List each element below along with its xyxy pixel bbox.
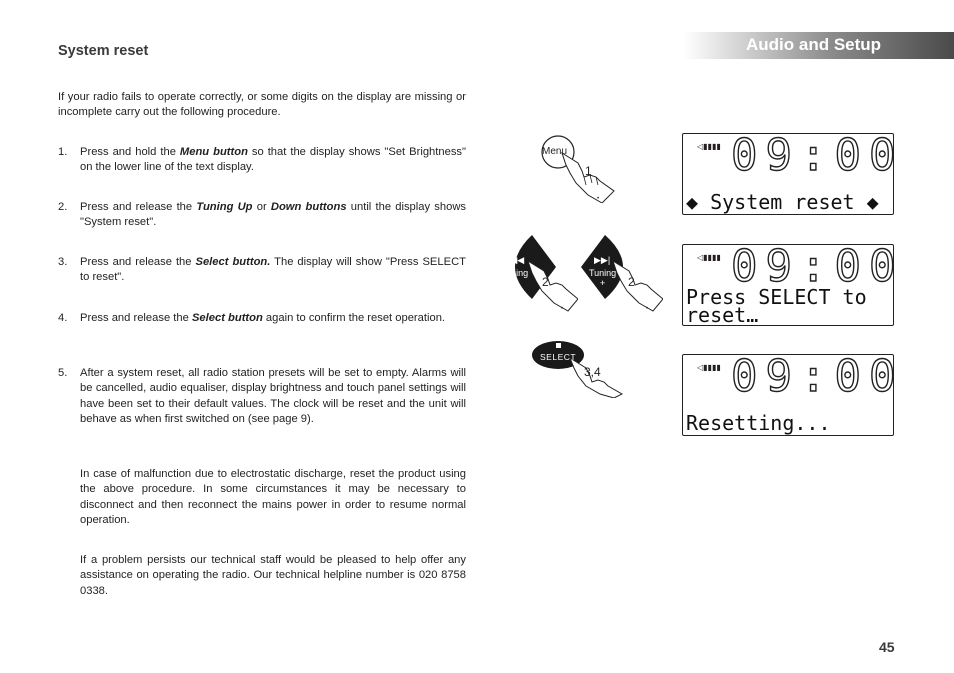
section-title: System reset bbox=[58, 43, 149, 59]
lcd-clock: 09:00 bbox=[731, 241, 904, 292]
volume-level-icon: ◁▮▮▮▮ bbox=[697, 253, 721, 262]
step-5-text: After a system reset, all radio station presets will be set to empty. Alarms will be cancelled, audio equaliser, display brightness and touch panel settings will have been set to their default values. The clock will be reset and the unit will behave as when first switched on (see page 9). bbox=[80, 367, 466, 425]
svg-text:•: • bbox=[561, 306, 564, 312]
step-number: 3. bbox=[58, 256, 68, 268]
lcd-display-resetting bbox=[682, 351, 904, 436]
lcd-clock: 09:00 bbox=[731, 130, 904, 181]
step-number: 5. bbox=[58, 367, 68, 379]
step-label-select: 3,4 bbox=[584, 365, 601, 379]
tuning-down-illustration bbox=[498, 233, 578, 313]
tuning-up-illustration bbox=[581, 233, 663, 313]
menu-button-illustration bbox=[538, 133, 618, 203]
step-1-text: Press and hold the Menu button so that the display shows "Set Brightness" on the lower line of the text display. bbox=[80, 146, 466, 174]
step-label-tuning-up: 2 bbox=[628, 275, 635, 289]
svg-text:▶▶|: ▶▶| bbox=[594, 255, 611, 265]
svg-text:•: • bbox=[597, 196, 600, 202]
menu-button-label: Menu bbox=[542, 146, 568, 157]
step-label-menu: 1 bbox=[585, 164, 592, 178]
lcd-display-press-select bbox=[682, 241, 904, 327]
svg-text:•: • bbox=[646, 306, 649, 312]
step-3-text: Press and release the Select button. The display will show "Press SELECT to reset". bbox=[80, 256, 466, 284]
step-label-tuning-down: 2 bbox=[542, 275, 549, 289]
step-number: 4. bbox=[58, 312, 68, 324]
tuning-up-label: Tuning bbox=[589, 268, 617, 278]
tuning-down-label: Tuning bbox=[501, 268, 529, 278]
step-4-text: Press and release the Select button again to confirm the reset operation. bbox=[80, 312, 446, 324]
lcd-text-line-2: reset… bbox=[686, 303, 759, 327]
lcd-clock: 09:00 bbox=[731, 351, 904, 402]
lcd-text-line-2: Resetting... bbox=[686, 411, 831, 435]
select-button-label: SELECT bbox=[540, 352, 577, 362]
step-number: 1. bbox=[58, 146, 68, 158]
intro-paragraph: If your radio fails to operate correctly, or some digits on the display are missing or incomplete carry out the following procedure. bbox=[58, 91, 466, 119]
volume-level-icon: ◁▮▮▮▮ bbox=[697, 363, 721, 372]
tuning-up-sign: + bbox=[600, 278, 606, 288]
chapter-header-bar bbox=[684, 32, 954, 59]
lcd-text-line-1: Press SELECT to bbox=[686, 285, 867, 309]
svg-text:|◀◀: |◀◀ bbox=[508, 255, 525, 265]
esd-note: In case of malfunction due to electrostatic discharge, reset the product using the above procedure. In some circumstances it may be necessary to disconnect and then reconnect the mains power in order to resume normal operation. bbox=[80, 468, 466, 526]
tuning-down-sign: - bbox=[514, 278, 517, 288]
select-button-icon bbox=[530, 338, 625, 398]
step-number: 2. bbox=[58, 201, 68, 213]
chapter-title: Audio and Setup bbox=[746, 35, 882, 54]
page-number: 45 bbox=[879, 639, 895, 655]
pointing-hand-icon bbox=[538, 133, 618, 203]
lcd-display-system-reset bbox=[682, 130, 904, 215]
step-2-text: Press and release the Tuning Up or Down buttons until the display shows "System reset". bbox=[80, 201, 466, 229]
lcd-text-line-1: ◆ System reset ◆ bbox=[686, 190, 879, 214]
helpline-note: If a problem persists our technical staff would be pleased to help offer any assistance on operating the radio. Our technical helpline number is 020 8758 0338. bbox=[80, 554, 466, 597]
volume-level-icon: ◁▮▮▮▮ bbox=[697, 142, 721, 151]
select-button-illustration bbox=[530, 338, 625, 398]
